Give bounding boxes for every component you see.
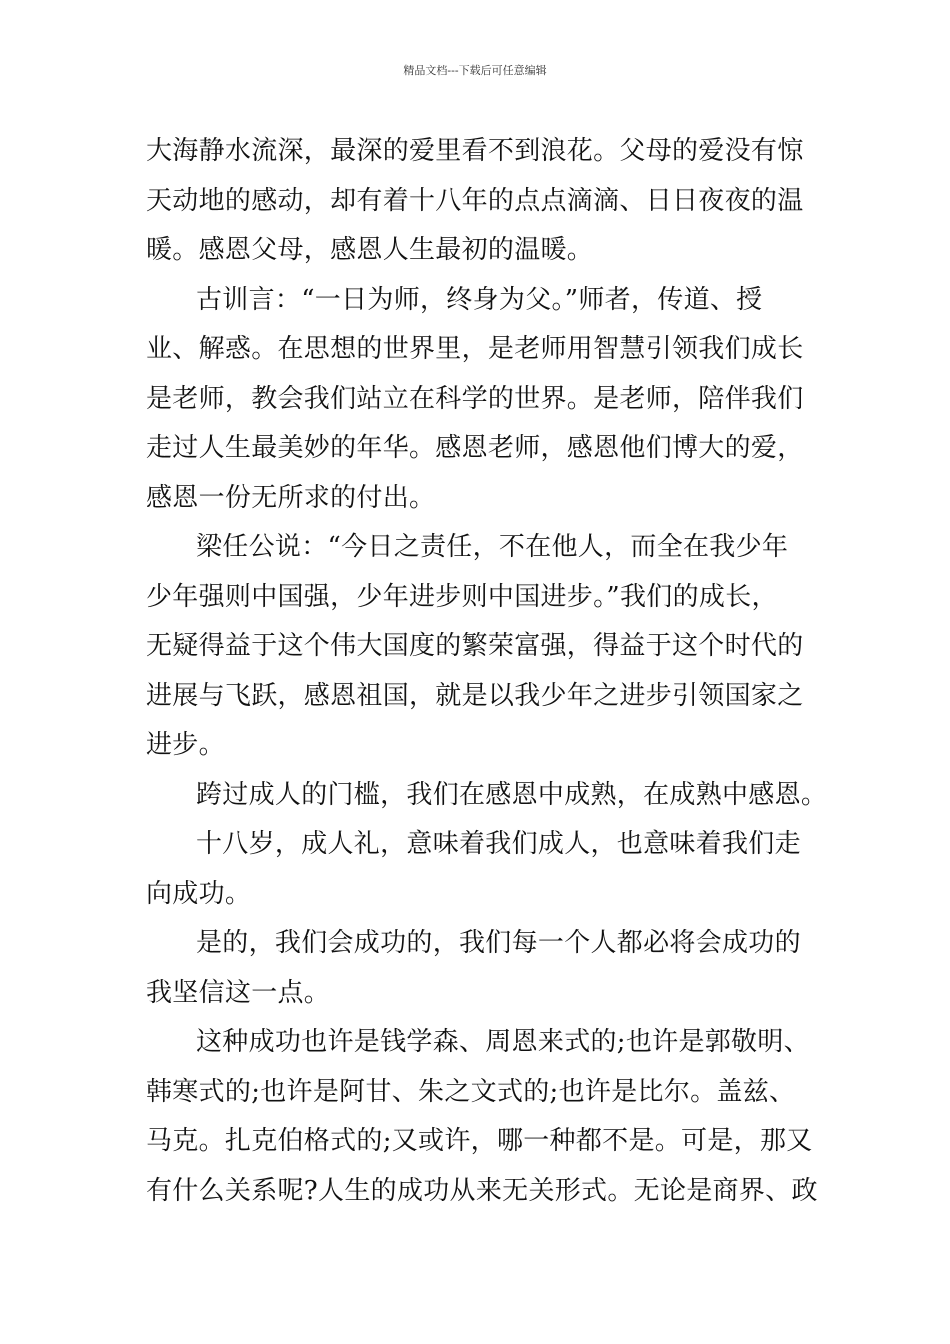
- page-header: 精品文档---下载后可任意编辑: [403, 64, 547, 77]
- text-line: 是老师，教会我们站立在科学的世界。是老师，陪伴我们: [146, 383, 804, 414]
- text-line: 感恩一份无所求的付出。: [146, 482, 436, 513]
- text-line: 进步。: [146, 730, 225, 760]
- text-line: 韩寒式的;也许是阿甘、朱之文式的;也许是比尔。盖兹、: [146, 1076, 796, 1107]
- text-line: 跨过成人的门槛，我们在感恩中成熟，在成熟中感恩。: [196, 779, 828, 810]
- document-body: [146, 127, 828, 1216]
- text-line: 有什么关系呢?人生的成功从来无关形式。无论是商界、政: [146, 1175, 818, 1206]
- text-line: 向成功。: [146, 878, 252, 909]
- text-line: 这种成功也许是钱学森、周恩来式的;也许是郭敬明、: [196, 1027, 810, 1057]
- text-line: 我坚信这一点。: [146, 977, 331, 1008]
- text-line: 古训言：“一日为师，终身为父。”师者，传道、授: [196, 284, 763, 315]
- text-line: 业、解惑。在思想的世界里，是老师用智慧引领我们成长: [146, 334, 804, 364]
- text-line: 走过人生最美妙的年华。感恩老师，感恩他们博大的爱，: [146, 433, 804, 463]
- text-line: 天动地的感动，却有着十八年的点点滴滴、日日夜夜的温: [146, 185, 804, 216]
- text-line: 少年强则中国强，少年进步则中国进步。”我们的成长，: [146, 581, 778, 612]
- text-line: 暖。感恩父母，感恩人生最初的温暖。: [146, 235, 594, 265]
- text-line: 大海静水流深，最深的爱里看不到浪花。父母的爱没有惊: [146, 136, 804, 166]
- text-line: 进展与飞跃，感恩祖国，就是以我少年之进步引领国家之: [146, 680, 804, 711]
- text-line: 是的，我们会成功的，我们每一个人都必将会成功的: [196, 928, 801, 958]
- text-line: 梁任公说：“今日之责任，不在他人，而全在我少年: [196, 532, 789, 562]
- text-line: 无疑得益于这个伟大国度的繁荣富强，得益于这个时代的: [146, 631, 804, 661]
- text-line: 马克。扎克伯格式的;又或许，哪一种都不是。可是，那又: [146, 1126, 813, 1156]
- text-line: 十八岁，成人礼，意味着我们成人，也意味着我们走: [196, 829, 801, 859]
